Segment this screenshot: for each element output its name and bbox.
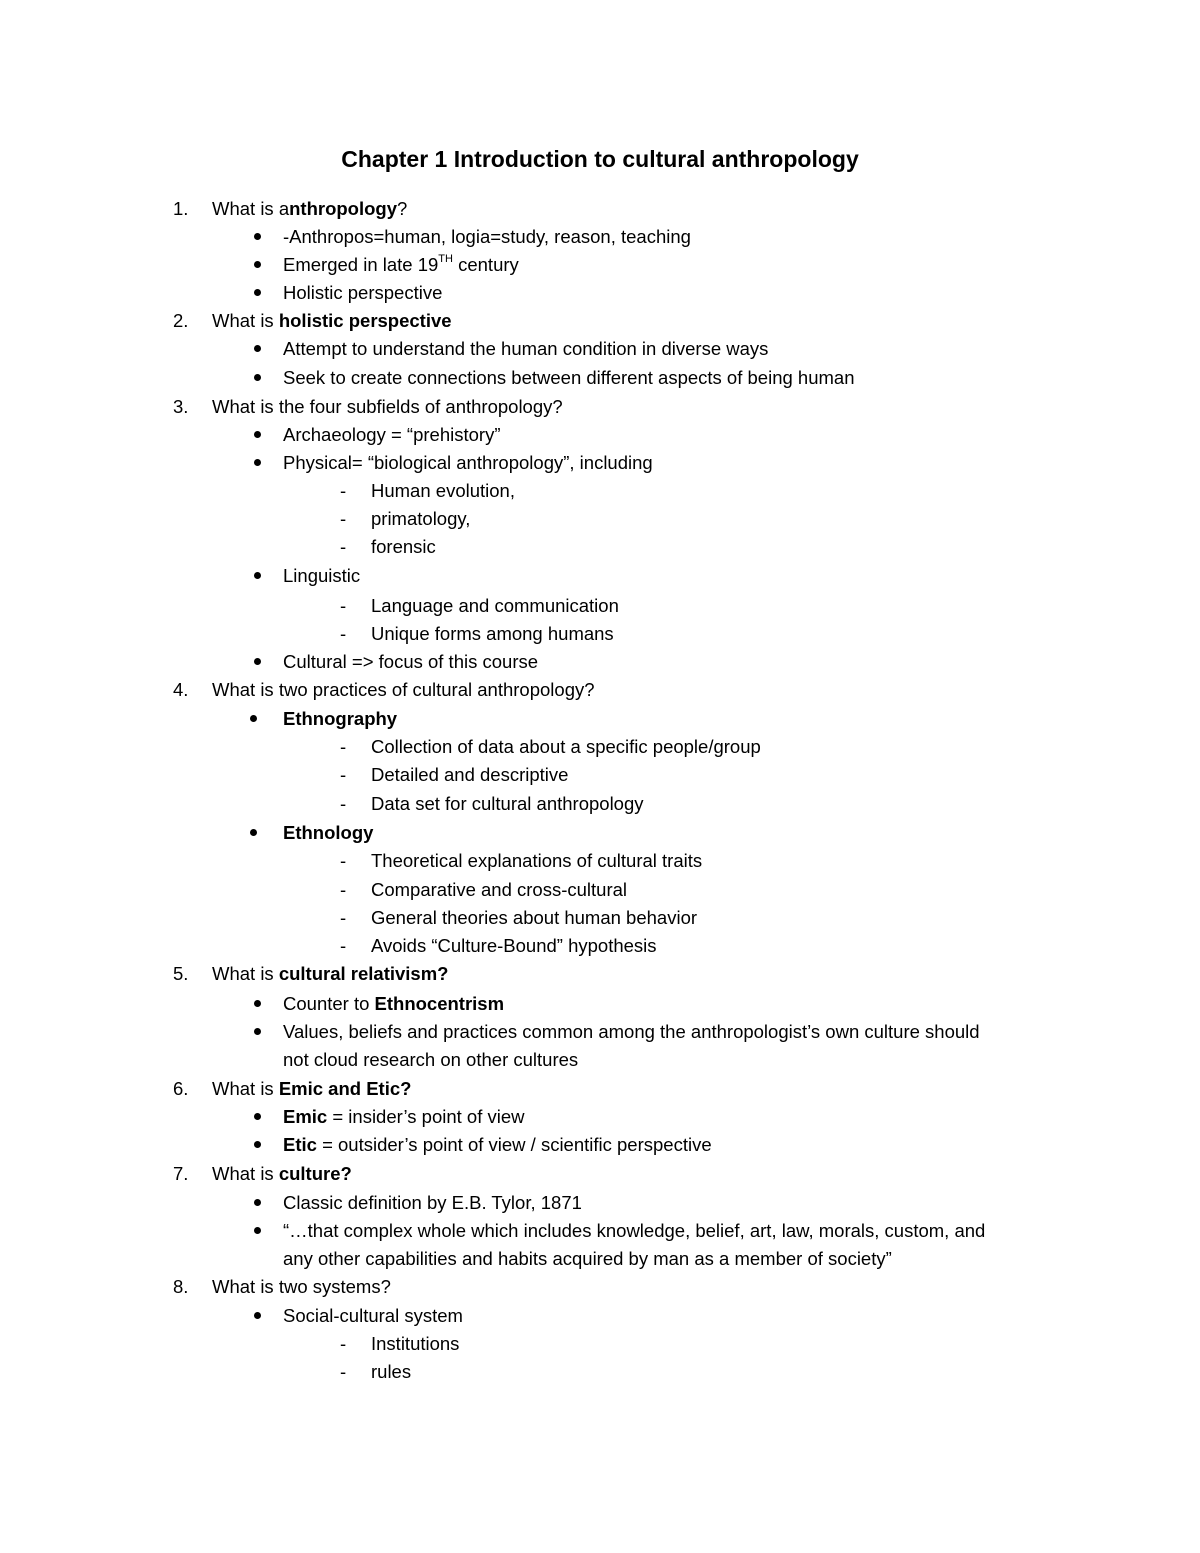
bullet-icon: [254, 1141, 261, 1148]
dash-item: [0, 620, 1200, 648]
bullet-text: Social-cultural system: [283, 1305, 463, 1326]
bullet-item: [0, 223, 1200, 251]
question-number: 4.: [173, 679, 189, 700]
question-number: 1.: [173, 198, 189, 219]
dash-text: Unique forms among humans: [371, 623, 614, 644]
bullet-text: Ethnography: [283, 708, 398, 729]
dash-item: [0, 876, 1200, 904]
question-1: [0, 195, 1200, 223]
bullet-text: Holistic perspective: [283, 282, 443, 303]
bullet-text: Seek to create connections between different aspects of being human: [283, 367, 855, 388]
question-text: What is holistic perspective: [212, 310, 452, 331]
bullet-item: [0, 990, 1200, 1018]
question-number: 3.: [173, 396, 189, 417]
bullet-icon: [254, 572, 261, 579]
bullet-item: [0, 251, 1200, 279]
dash-text: Human evolution,: [371, 480, 515, 501]
bullet-text: “…that complex whole which includes knowledge, belief, art, law, morals, custom, and: [283, 1220, 986, 1241]
dash-marker: -: [340, 850, 347, 871]
bullet-icon: [254, 1028, 261, 1035]
bullet-continuation: [0, 1245, 1200, 1273]
question-3: [0, 393, 1200, 421]
dash-item: [0, 1330, 1200, 1358]
bullet-item: [0, 1217, 1200, 1245]
question-8: [0, 1273, 1200, 1301]
bullet-text: Linguistic: [283, 565, 361, 586]
bullet-icon: [254, 1312, 261, 1319]
question-5: [0, 960, 1200, 988]
dash-item: [0, 592, 1200, 620]
question-text: What is cultural relativism?: [212, 963, 449, 984]
dash-text: General theories about human behavior: [371, 907, 698, 928]
dash-text: Language and communication: [371, 595, 619, 616]
bullet-item: [0, 1103, 1200, 1131]
dash-text: primatology,: [371, 508, 471, 529]
bullet-text: Classic definition by E.B. Tylor, 1871: [283, 1192, 582, 1213]
dash-marker: -: [340, 595, 347, 616]
bullet-icon: [254, 658, 261, 665]
bullet-text: Emerged in late 19TH century: [283, 252, 519, 275]
bullet-text: Counter to Ethnocentrism: [283, 993, 505, 1014]
dash-marker: -: [340, 1333, 347, 1354]
question-6: [0, 1075, 1200, 1103]
dash-marker: -: [340, 764, 347, 785]
bullet-text: -Anthropos=human, logia=study, reason, teaching: [283, 226, 691, 247]
dash-item: [0, 847, 1200, 875]
bullet-icon: [254, 1113, 261, 1120]
bullet-text: Ethnology: [283, 822, 374, 843]
question-number: 8.: [173, 1276, 189, 1297]
bullet-icon: [254, 1000, 261, 1007]
bullet-icon: [254, 1199, 261, 1206]
question-text: What is the four subfields of anthropology?: [212, 396, 563, 417]
dash-text: Collection of data about a specific people/group: [371, 736, 761, 757]
bullet-item: [0, 364, 1200, 392]
bullet-item: [0, 705, 1200, 733]
dash-text: Comparative and cross-cultural: [371, 879, 628, 900]
question-7: [0, 1160, 1200, 1188]
bullet-icon: [250, 829, 257, 836]
dash-item: [0, 790, 1200, 818]
dash-item: [0, 904, 1200, 932]
dash-marker: -: [340, 480, 347, 501]
bullet-item: [0, 648, 1200, 676]
bullet-text: Emic = insider’s point of view: [283, 1106, 525, 1127]
dash-item: [0, 505, 1200, 533]
question-2: [0, 307, 1200, 335]
question-number: 6.: [173, 1078, 189, 1099]
dash-marker: -: [340, 623, 347, 644]
bullet-icon: [250, 715, 257, 722]
bullet-text: Archaeology = “prehistory”: [283, 424, 501, 445]
dash-item: [0, 477, 1200, 505]
dash-item: [0, 761, 1200, 789]
bullet-text: any other capabilities and habits acquired by man as a member of society”: [283, 1248, 892, 1269]
bullet-item: [0, 335, 1200, 363]
dash-marker: -: [340, 508, 347, 529]
dash-item: [0, 1358, 1200, 1386]
dash-item: [0, 733, 1200, 761]
question-text: What is two systems?: [212, 1276, 391, 1297]
bullet-item: [0, 562, 1200, 590]
question-text: What is culture?: [212, 1163, 352, 1184]
dash-marker: -: [340, 879, 347, 900]
dash-marker: -: [340, 793, 347, 814]
dash-item: [0, 932, 1200, 960]
dash-marker: -: [340, 907, 347, 928]
dash-text: Institutions: [371, 1333, 460, 1354]
question-number: 5.: [173, 963, 189, 984]
bullet-icon: [254, 374, 261, 381]
bullet-text: Physical= “biological anthropology”, including: [283, 452, 653, 473]
bullet-text: not cloud research on other cultures: [283, 1049, 579, 1070]
question-text: What is anthropology?: [212, 198, 408, 219]
bullet-item: [0, 449, 1200, 477]
bullet-text: Values, beliefs and practices common among the anthropologist’s own culture should: [283, 1021, 980, 1042]
dash-text: Data set for cultural anthropology: [371, 793, 644, 814]
bullet-item: [0, 279, 1200, 307]
question-text: What is Emic and Etic?: [212, 1078, 412, 1099]
bullet-text: Cultural => focus of this course: [283, 651, 539, 672]
question-text: What is two practices of cultural anthropology?: [212, 679, 595, 700]
dash-text: rules: [371, 1361, 412, 1382]
dash-item: [0, 533, 1200, 561]
dash-marker: -: [340, 1361, 347, 1382]
bullet-text: Attempt to understand the human condition in diverse ways: [283, 338, 769, 359]
bullet-icon: [254, 431, 261, 438]
dash-text: Theoretical explanations of cultural traits: [371, 850, 703, 871]
question-number: 7.: [173, 1163, 189, 1184]
bullet-text: Etic = outsider’s point of view / scientific perspective: [283, 1134, 712, 1155]
bullet-item: [0, 421, 1200, 449]
bullet-icon: [254, 233, 261, 240]
dash-text: Detailed and descriptive: [371, 764, 569, 785]
bullet-continuation: [0, 1046, 1200, 1074]
question-number: 2.: [173, 310, 189, 331]
dash-marker: -: [340, 935, 347, 956]
bullet-item: [0, 1302, 1200, 1330]
dash-marker: -: [340, 736, 347, 757]
bullet-item: [0, 1189, 1200, 1217]
bullet-item: [0, 1131, 1200, 1159]
question-4: [0, 676, 1200, 704]
bullet-icon: [254, 345, 261, 352]
page-title: Chapter 1 Introduction to cultural anthropology: [341, 146, 859, 172]
bullet-icon: [254, 261, 261, 268]
dash-text: forensic: [371, 536, 436, 557]
bullet-item: [0, 1018, 1200, 1046]
bullet-icon: [254, 289, 261, 296]
dash-text: Avoids “Culture-Bound” hypothesis: [371, 935, 657, 956]
dash-marker: -: [340, 536, 347, 557]
bullet-icon: [254, 1227, 261, 1234]
bullet-icon: [254, 459, 261, 466]
bullet-item: [0, 819, 1200, 847]
